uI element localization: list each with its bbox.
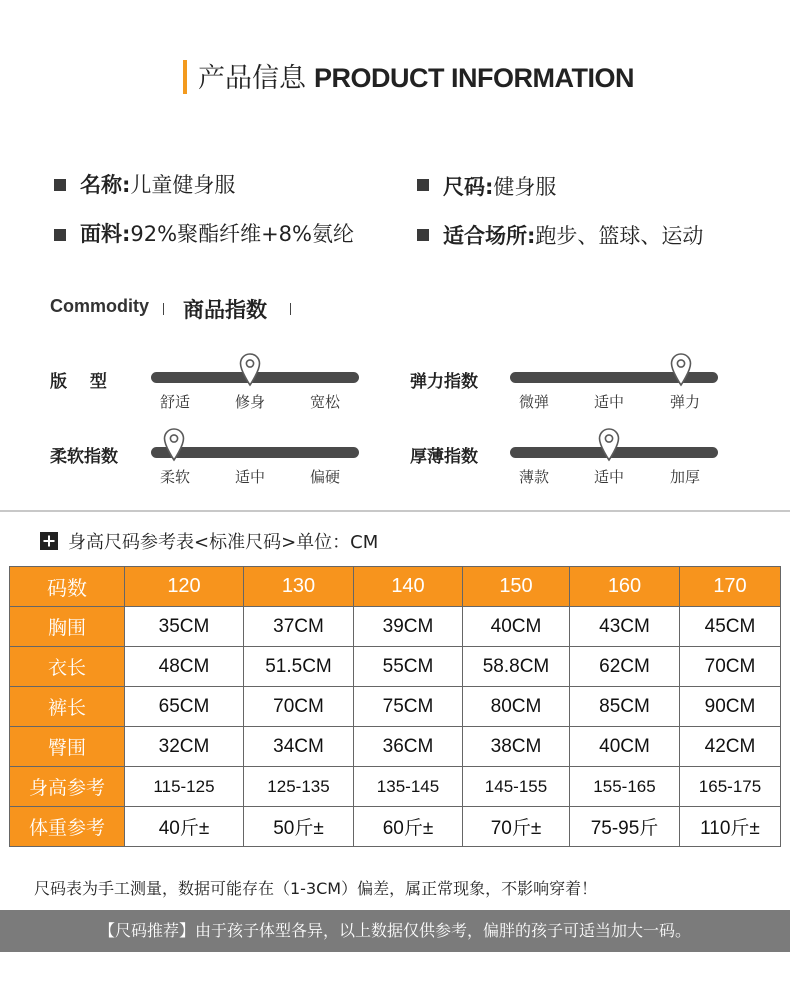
index-option: 微弹 xyxy=(519,393,550,411)
table-cell: 55CM xyxy=(354,647,463,687)
index-option: 适中 xyxy=(594,468,625,486)
row-label: 胸围 xyxy=(10,607,125,647)
fabric-value: 92%聚酯纤维+8%氨纶 xyxy=(130,222,354,246)
location-pin-icon xyxy=(239,353,261,387)
table-header-cell: 170 xyxy=(680,567,781,607)
table-cell: 125-135 xyxy=(244,767,354,807)
name-label: 名称: xyxy=(80,173,131,197)
table-cell: 70斤± xyxy=(463,807,570,847)
table-cell: 115-125 xyxy=(125,767,244,807)
bullet-square xyxy=(54,229,66,241)
table-cell: 32CM xyxy=(125,727,244,767)
commodity-zh: 商品指数 xyxy=(183,298,267,322)
location-pin-icon xyxy=(670,353,692,387)
table-header-cell: 160 xyxy=(570,567,680,607)
table-cell: 75CM xyxy=(354,687,463,727)
table-cell: 40CM xyxy=(463,607,570,647)
location-pin-icon xyxy=(598,428,620,462)
bullet-square xyxy=(54,179,66,191)
index-option: 柔软 xyxy=(160,468,191,486)
table-row xyxy=(10,767,781,807)
page-title xyxy=(198,58,634,98)
table-cell: 43CM xyxy=(570,607,680,647)
table-cell: 85CM xyxy=(570,687,680,727)
table-cell: 58.8CM xyxy=(463,647,570,687)
table-cell: 70CM xyxy=(244,687,354,727)
table-header-cell: 140 xyxy=(354,567,463,607)
table-cell: 70CM xyxy=(680,647,781,687)
table-cell: 39CM xyxy=(354,607,463,647)
index-label-fit: 版 型 xyxy=(50,372,107,392)
table-cell: 34CM xyxy=(244,727,354,767)
table-cell: 38CM xyxy=(463,727,570,767)
table-row xyxy=(10,647,781,687)
table-cell: 36CM xyxy=(354,727,463,767)
index-option: 加厚 xyxy=(670,468,701,486)
index-label-elastic: 弹力指数 xyxy=(410,372,478,392)
table-cell: 90CM xyxy=(680,687,781,727)
table-cell: 35CM xyxy=(125,607,244,647)
table-cell: 60斤± xyxy=(354,807,463,847)
recommendation-text: 【尺码推荐】由于孩子体型各异，以上数据仅供参考，偏胖的孩子可适当加大一码。 xyxy=(98,921,691,940)
size-value: 健身服 xyxy=(493,175,557,199)
commodity-en: Commodity xyxy=(50,296,149,316)
index-option: 偏硬 xyxy=(310,468,341,486)
divider-tick xyxy=(290,303,291,315)
title-zh: 产品信息 xyxy=(198,63,306,94)
table-cell: 110斤± xyxy=(680,807,781,847)
row-label: 体重参考 xyxy=(10,807,125,847)
table-row xyxy=(10,807,781,847)
table-header-cell: 150 xyxy=(463,567,570,607)
name-value: 儿童健身服 xyxy=(130,173,236,197)
table-cell: 51.5CM xyxy=(244,647,354,687)
row-label: 身高参考 xyxy=(10,767,125,807)
size-table xyxy=(9,566,781,847)
bullet-square xyxy=(417,179,429,191)
table-header-cell: 120 xyxy=(125,567,244,607)
table-cell: 50斤± xyxy=(244,807,354,847)
table-cell: 75-95斤 xyxy=(570,807,680,847)
table-cell: 145-155 xyxy=(463,767,570,807)
info-size xyxy=(443,172,556,202)
index-option: 弹力 xyxy=(670,393,701,411)
info-fabric xyxy=(80,219,354,249)
table-cell: 40斤± xyxy=(125,807,244,847)
table-cell: 165-175 xyxy=(680,767,781,807)
table-header-row xyxy=(10,567,781,607)
table-cell: 80CM xyxy=(463,687,570,727)
info-place xyxy=(443,221,703,251)
measurement-note: 尺码表为手工测量，数据可能存在（1-3CM）偏差，属正常现象，不影响穿着！ xyxy=(34,879,598,898)
bullet-square xyxy=(417,229,429,241)
row-label: 臀围 xyxy=(10,727,125,767)
size-label: 尺码: xyxy=(443,175,494,199)
index-option: 适中 xyxy=(235,468,266,486)
size-table-title: 身高尺码参考表<标准尺码>单位：CM xyxy=(68,532,379,553)
table-cell: 37CM xyxy=(244,607,354,647)
table-cell: 155-165 xyxy=(570,767,680,807)
table-row xyxy=(10,727,781,767)
header-accent-bar xyxy=(183,60,187,94)
table-cell: 45CM xyxy=(680,607,781,647)
index-label-softness: 柔软指数 xyxy=(50,447,118,467)
info-name xyxy=(80,170,235,200)
table-row xyxy=(10,607,781,647)
fabric-label: 面料: xyxy=(80,222,131,246)
divider-tick xyxy=(163,303,164,315)
place-label: 适合场所: xyxy=(443,224,536,248)
index-option: 宽松 xyxy=(310,393,341,411)
place-value: 跑步、篮球、运动 xyxy=(535,224,704,248)
index-option: 修身 xyxy=(235,393,266,411)
table-cell: 62CM xyxy=(570,647,680,687)
index-label-thickness: 厚薄指数 xyxy=(410,447,478,467)
index-option: 适中 xyxy=(594,393,625,411)
location-pin-icon xyxy=(163,428,185,462)
table-cell: 40CM xyxy=(570,727,680,767)
table-cell: 135-145 xyxy=(354,767,463,807)
row-label: 衣长 xyxy=(10,647,125,687)
table-row xyxy=(10,687,781,727)
table-cell: 42CM xyxy=(680,727,781,767)
table-cell: 65CM xyxy=(125,687,244,727)
table-header-cell: 码数 xyxy=(10,567,125,607)
table-header-cell: 130 xyxy=(244,567,354,607)
section-divider xyxy=(0,510,790,512)
title-en: PRODUCT INFORMATION xyxy=(314,63,634,93)
row-label: 裤长 xyxy=(10,687,125,727)
plus-icon xyxy=(40,532,58,550)
table-cell: 48CM xyxy=(125,647,244,687)
index-option: 舒适 xyxy=(160,393,191,411)
index-option: 薄款 xyxy=(519,468,550,486)
